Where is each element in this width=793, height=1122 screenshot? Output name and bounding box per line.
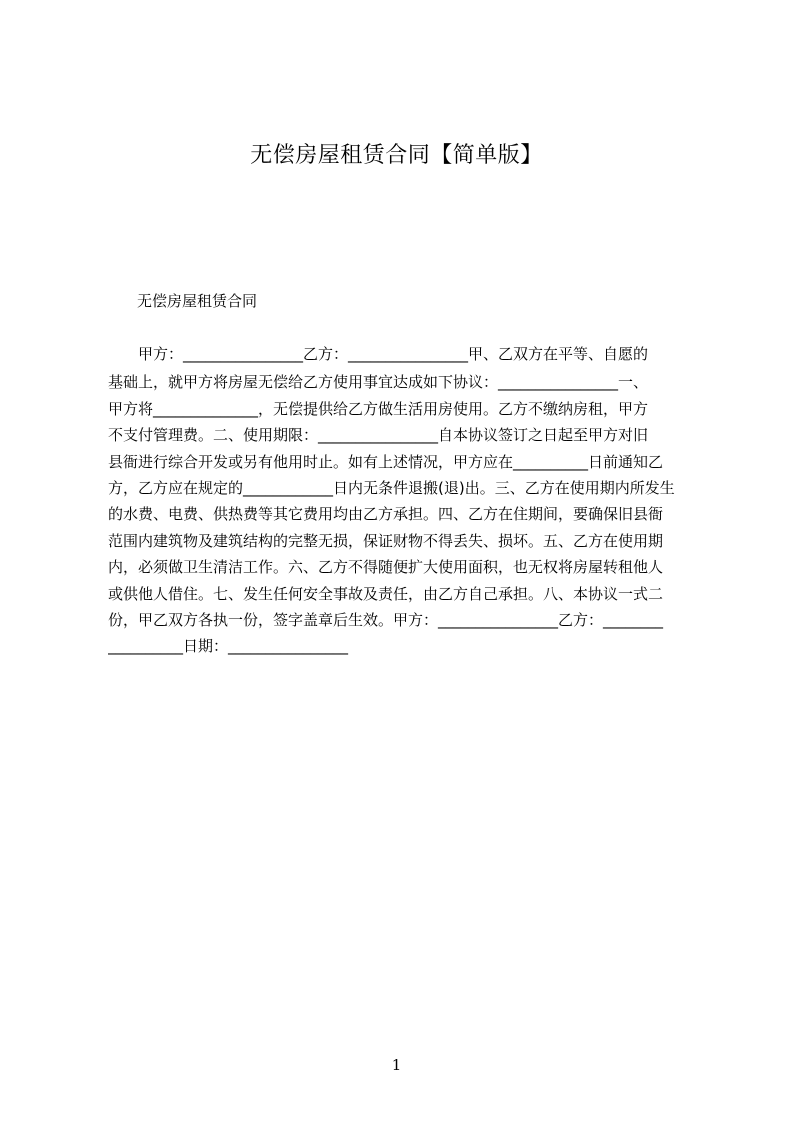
- body-line: 县衙进行综合开发或另有他用时止。如有上述情况，甲方应在__________日前通知乙: [108, 453, 664, 471]
- body-line: 甲方将______________，无偿提供给乙方做生活用房使用。乙方不缴纳房租，甲方: [108, 400, 649, 418]
- body-line: 或供他人借住。七、发生任何安全事故及责任，由乙方自己承担。八、本协议一式二: [108, 585, 664, 603]
- body-line: 份，甲乙双方各执一份，签字盖章后生效。甲方：________________乙方：________: [108, 611, 664, 629]
- body-line: 内，必须做卫生清洁工作。六、乙方不得随便扩大使用面积，也无权将房屋转租他人: [108, 558, 664, 576]
- body-line: 范围内建筑物及建筑结构的完整无损，保证财物不得丢失、损坏。五、乙方在使用期: [108, 532, 664, 550]
- body-line: 基础上，就甲方将房屋无偿给乙方使用事宜达成如下协议：________________一、: [108, 373, 649, 391]
- document-subtitle: 无偿房屋租赁合同: [137, 292, 258, 310]
- body-line: 方，乙方应在规定的____________日内无条件退搬(退)出。三、乙方在使用期内所发生: [108, 479, 675, 497]
- body-line: 的水费、电费、供热费等其它费用均由乙方承担。四、乙方在住期间，要确保旧县衙: [108, 505, 664, 523]
- body-line: __________日期：________________: [108, 637, 349, 655]
- page-number: 1: [391, 1056, 402, 1074]
- body-line: 甲方：________________乙方：________________甲、乙双方在平等、自愿的: [138, 345, 649, 363]
- body-line: 不支付管理费。二、使用期限：________________自本协议签订之日起至甲方对旧: [108, 426, 649, 444]
- document-title: 无偿房屋租赁合同【简单版】: [250, 143, 543, 168]
